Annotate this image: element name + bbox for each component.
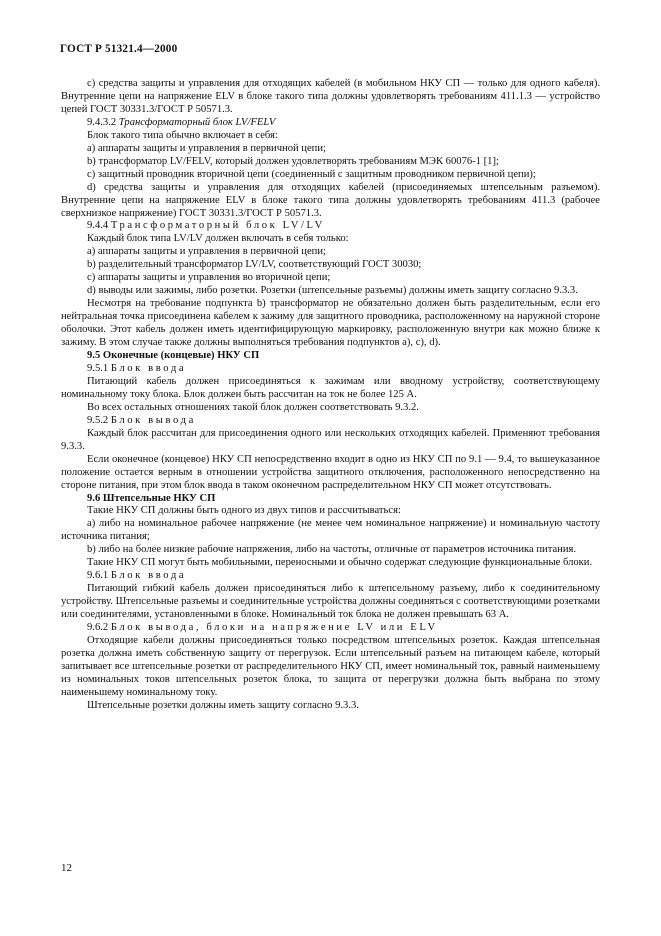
section-title: Трансформаторный блок LV/LV [110,220,325,232]
paragraph: Отходящие кабели должны присоединяться только посредством штепсельных розеток. Каждая штепсельная розетка должна иметь собственную защиту от перегрузок. Если штепсельный разъем на питающем кабеле, который запитывает все штепсельные розетки от распределительного НКУ СП, имеет номинальный ток, равный наименьшему из номинальных токов штепсельных розеток блока, то защита от перегрузки должна быть выбрана по этому наименьшему номинальному току. [61,634,600,698]
section-number: 9.5 [87,350,103,362]
paragraph: Питающий кабель должен присоединяться к зажимам или вводному устройству, соответствующему номинальному току блока. Блок должен быть рассчитан на ток не более 125 А. [61,375,600,400]
section-number: 9.6.2 [87,622,111,634]
paragraph: a) либо на номинальное рабочее напряжение (не менее чем номинальное напряжение) и номинальную частоту источника питания; [61,518,600,543]
paragraph: Несмотря на требование подпункта b) трансформатор не обязательно должен быть разделительным, если его нейтральная точка присоединена кабелем к зажиму для защитного проводника, расположенному на наружной стороне оболочки. Этот кабель должен иметь идентифицирующую маркировку, расположенную внутри как можно ближе к зажиму. В этом случае также должны выполняться требования подпунктов a), c), d). [61,298,600,349]
paragraph: Такие НКУ СП должны быть одного из двух типов и рассчитываться: [87,505,401,517]
paragraph: Блок такого типа обычно включает в себя: [87,129,278,141]
section-heading [61,350,600,363]
section-title: Блок вывода, блоки на напряжение LV или ELV [110,622,438,634]
section-title: Блок ввода [110,362,187,374]
section-title: Штепсельные НКУ СП [102,492,216,504]
section-heading [61,622,600,635]
paragraph: d) выводы или зажимы, либо розетки. Розетки (штепсельные разъемы) должны иметь защиту согласно 9.3.3. [87,285,578,297]
section-number: 9.6.1 [87,570,111,582]
paragraph: Такие НКУ СП могут быть мобильными, переносными и обычно содержат следующие функциональные блоки. [87,557,593,569]
section-number: 9.4.4 [87,220,111,232]
paragraph: a) аппараты защиты и управления в первичной цепи; [87,142,326,154]
paragraph: c) защитный проводник вторичной цепи (соединенный с защитным проводником первичной цепи); [87,168,536,180]
paragraph: b) разделительный трансформатор LV/LV, соответствующий ГОСТ 30030; [87,259,422,271]
page-number: 12 [61,862,72,874]
paragraph: a) аппараты защиты и управления в первичной цепи; [87,246,326,258]
section-number: 9.5.2 [87,414,111,426]
section-heading [61,415,600,428]
section-number: 9.6 [87,492,103,504]
section-heading [61,493,600,506]
section-heading [61,570,600,583]
paragraph: c) средства защиты и управления для отходящих кабелей (в мобильном НКУ СП — только для одного кабеля). Внутренние цепи на напряжение ELV в блоке такого типа должны удовлетворять требованиям 411.1.3 — устройство цепей ГОСТ 30331.3/ГОСТ Р 50571.3. [61,78,600,115]
paragraph: Если оконечное (концевое) НКУ СП непосредственно входит в одно из НКУ СП по 9.1 — 9.4, то вышеуказанное положение остается верным в отношении устройства защитного отключения, расположенного непосредственно на стороне питания, при этом блок ввода в таком оконечном распределительном НКУ СП может отсутствовать. [61,453,600,491]
document-body [61,78,600,713]
paragraph: Питающий гибкий кабель должен присоединяться либо к штепсельному разъему, либо к соединительному устройству. Штепсельные разъемы и соединительные устройства должны соединяться с соответствующими розетками или соединителями, установленными в блоке. Номинальный ток блока не должен превышать 63 А. [61,583,600,621]
paragraph: b) трансформатор LV/FELV, который должен удовлетворять требованиям МЭК 60076-1 [1]; [87,155,499,167]
paragraph: Во всех остальных отношениях такой блок должен соответствовать 9.3.2. [87,401,419,413]
paragraph: Каждый блок рассчитан для присоединения одного или нескольких отходящих кабелей. Применяют требования 9.3.3. [61,427,600,452]
section-heading [61,117,600,130]
document-header: ГОСТ Р 51321.4—2000 [60,43,178,55]
paragraph: Каждый блок типа LV/LV должен включать в себя только: [87,233,349,245]
section-title: Блок вывода [110,414,196,426]
paragraph: d) средства защиты и управления для отходящих кабелей (присоединяемых штепсельным разъемом). Внутренние цепи на напряжение ELV в блоке такого типа должны удовлетворять требованиям 411.3 (рабочее сверхнизкое напряжение) ГОСТ 30331.3/ГОСТ Р 50571.3. [61,181,600,219]
section-title: Блок ввода [110,570,187,582]
paragraph: b) либо на более низкие рабочие напряжения, либо на частоты, отличные от параметров источника питания. [87,544,577,556]
section-number: 9.5.1 [87,362,111,374]
section-number: 9.4.3.2 [87,116,119,128]
section-title: Оконечные (концевые) НКУ СП [102,350,260,362]
section-title: Трансформаторный блок LV/FELV [118,116,276,128]
section-heading [61,363,600,376]
section-heading [61,220,600,233]
paragraph: Штепсельные розетки должны иметь защиту согласно 9.3.3. [87,699,359,711]
paragraph: c) аппараты защиты и управления во вторичной цепи; [87,272,331,284]
